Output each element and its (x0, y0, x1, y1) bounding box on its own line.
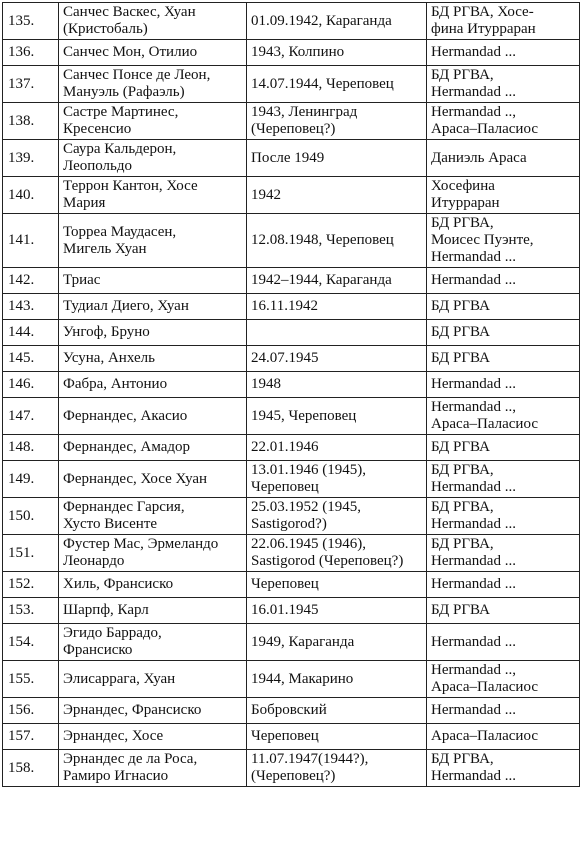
row-number: 137. (3, 66, 59, 103)
person-name: Фернандес, Хосе Хуан (59, 461, 247, 498)
person-name: Торреа Маудасен, Мигель Хуан (59, 214, 247, 268)
date-place: 1949, Караганда (247, 624, 427, 661)
person-name: Састре Мартинес, Кресенсио (59, 103, 247, 140)
row-number: 156. (3, 698, 59, 724)
person-name: Санчес Васкес, Хуан (Кристобаль) (59, 3, 247, 40)
row-number: 157. (3, 724, 59, 750)
table-row (3, 461, 580, 498)
row-number: 155. (3, 661, 59, 698)
source: БД РГВА, Хосе- фина Итурраран (427, 3, 580, 40)
source: БД РГВА, Hermandad ... (427, 66, 580, 103)
source: Hermandad .., Араса–Паласиос (427, 661, 580, 698)
row-number: 149. (3, 461, 59, 498)
row-number: 136. (3, 40, 59, 66)
table-row (3, 140, 580, 177)
source: БД РГВА, Hermandad ... (427, 535, 580, 572)
row-number: 142. (3, 268, 59, 294)
table-row (3, 750, 580, 787)
row-number: 138. (3, 103, 59, 140)
person-name: Усуна, Анхель (59, 346, 247, 372)
date-place: 1948 (247, 372, 427, 398)
row-number: 158. (3, 750, 59, 787)
source: Hermandad ... (427, 372, 580, 398)
row-number: 153. (3, 598, 59, 624)
date-place: 1943, Ленинград (Череповец?) (247, 103, 427, 140)
source: БД РГВА (427, 346, 580, 372)
date-place: Череповец (247, 724, 427, 750)
person-name: Хиль, Франсиско (59, 572, 247, 598)
person-name: Фернандес, Акасио (59, 398, 247, 435)
table-row (3, 177, 580, 214)
row-number: 143. (3, 294, 59, 320)
source: БД РГВА, Hermandad ... (427, 461, 580, 498)
table-row (3, 294, 580, 320)
date-place: 12.08.1948, Череповец (247, 214, 427, 268)
source: Hermandad ... (427, 40, 580, 66)
table-row (3, 535, 580, 572)
date-place: 11.07.1947(1944?), (Череповец?) (247, 750, 427, 787)
date-place: 22.06.1945 (1946), Sastigorod (Череповец?) (247, 535, 427, 572)
table-row (3, 661, 580, 698)
date-place: 1942 (247, 177, 427, 214)
person-name: Элисаррага, Хуан (59, 661, 247, 698)
date-place: 01.09.1942, Караганда (247, 3, 427, 40)
person-name: Шарпф, Карл (59, 598, 247, 624)
table-row (3, 103, 580, 140)
source: Хосефина Итурраран (427, 177, 580, 214)
row-number: 139. (3, 140, 59, 177)
source: БД РГВА, Hermandad ... (427, 750, 580, 787)
source: Hermandad ... (427, 624, 580, 661)
date-place: 14.07.1944, Череповец (247, 66, 427, 103)
person-name: Саура Кальдерон, Леопольдо (59, 140, 247, 177)
table-row (3, 698, 580, 724)
date-place: После 1949 (247, 140, 427, 177)
table-row (3, 572, 580, 598)
table-row (3, 320, 580, 346)
person-name: Фернандес Гарсия, Хусто Висенте (59, 498, 247, 535)
person-name: Эгидо Баррадо, Франсиско (59, 624, 247, 661)
row-number: 147. (3, 398, 59, 435)
source: Hermandad ... (427, 698, 580, 724)
table-row (3, 372, 580, 398)
date-place: 16.11.1942 (247, 294, 427, 320)
row-number: 140. (3, 177, 59, 214)
source: БД РГВА, Моисес Пуэнте, Hermandad ... (427, 214, 580, 268)
registry-table (2, 2, 580, 787)
row-number: 135. (3, 3, 59, 40)
table-row (3, 435, 580, 461)
date-place: Череповец (247, 572, 427, 598)
row-number: 146. (3, 372, 59, 398)
row-number: 144. (3, 320, 59, 346)
row-number: 154. (3, 624, 59, 661)
person-name: Тудиал Диего, Хуан (59, 294, 247, 320)
table-row (3, 66, 580, 103)
table-row (3, 724, 580, 750)
row-number: 141. (3, 214, 59, 268)
person-name: Санчес Понсе де Леон, Мануэль (Рафаэль) (59, 66, 247, 103)
table-row (3, 3, 580, 40)
person-name: Фабра, Антонио (59, 372, 247, 398)
registry-table-body (3, 3, 580, 787)
person-name: Санчес Мон, Отилио (59, 40, 247, 66)
date-place: Бобровский (247, 698, 427, 724)
source: Hermandad .., Араса–Паласиос (427, 398, 580, 435)
source: БД РГВА (427, 435, 580, 461)
date-place: 13.01.1946 (1945), Череповец (247, 461, 427, 498)
table-row (3, 214, 580, 268)
person-name: Эрнандес де ла Роса, Рамиро Игнасио (59, 750, 247, 787)
source: Араса–Паласиос (427, 724, 580, 750)
person-name: Эрнандес, Хосе (59, 724, 247, 750)
source: БД РГВА (427, 320, 580, 346)
date-place: 16.01.1945 (247, 598, 427, 624)
date-place: 1943, Колпино (247, 40, 427, 66)
table-row (3, 40, 580, 66)
source: Hermandad ... (427, 268, 580, 294)
source: Hermandad ... (427, 572, 580, 598)
row-number: 148. (3, 435, 59, 461)
date-place: 22.01.1946 (247, 435, 427, 461)
row-number: 152. (3, 572, 59, 598)
person-name: Террон Кантон, Хосе Мария (59, 177, 247, 214)
table-row (3, 498, 580, 535)
person-name: Эрнандес, Франсиско (59, 698, 247, 724)
person-name: Фернандес, Амадор (59, 435, 247, 461)
person-name: Унгоф, Бруно (59, 320, 247, 346)
date-place: 24.07.1945 (247, 346, 427, 372)
person-name: Фустер Мас, Эрмеландо Леонардо (59, 535, 247, 572)
table-row (3, 624, 580, 661)
table-row (3, 598, 580, 624)
row-number: 151. (3, 535, 59, 572)
row-number: 145. (3, 346, 59, 372)
row-number: 150. (3, 498, 59, 535)
table-row (3, 268, 580, 294)
table-row (3, 398, 580, 435)
date-place: 1944, Макарино (247, 661, 427, 698)
source: БД РГВА (427, 294, 580, 320)
date-place: 1942–1944, Караганда (247, 268, 427, 294)
person-name: Триас (59, 268, 247, 294)
source: Hermandad .., Араса–Паласиос (427, 103, 580, 140)
date-place: 25.03.1952 (1945, Sastigorod?) (247, 498, 427, 535)
source: Даниэль Араса (427, 140, 580, 177)
date-place: 1945, Череповец (247, 398, 427, 435)
source: БД РГВА (427, 598, 580, 624)
date-place (247, 320, 427, 346)
source: БД РГВА, Hermandad ... (427, 498, 580, 535)
table-row (3, 346, 580, 372)
